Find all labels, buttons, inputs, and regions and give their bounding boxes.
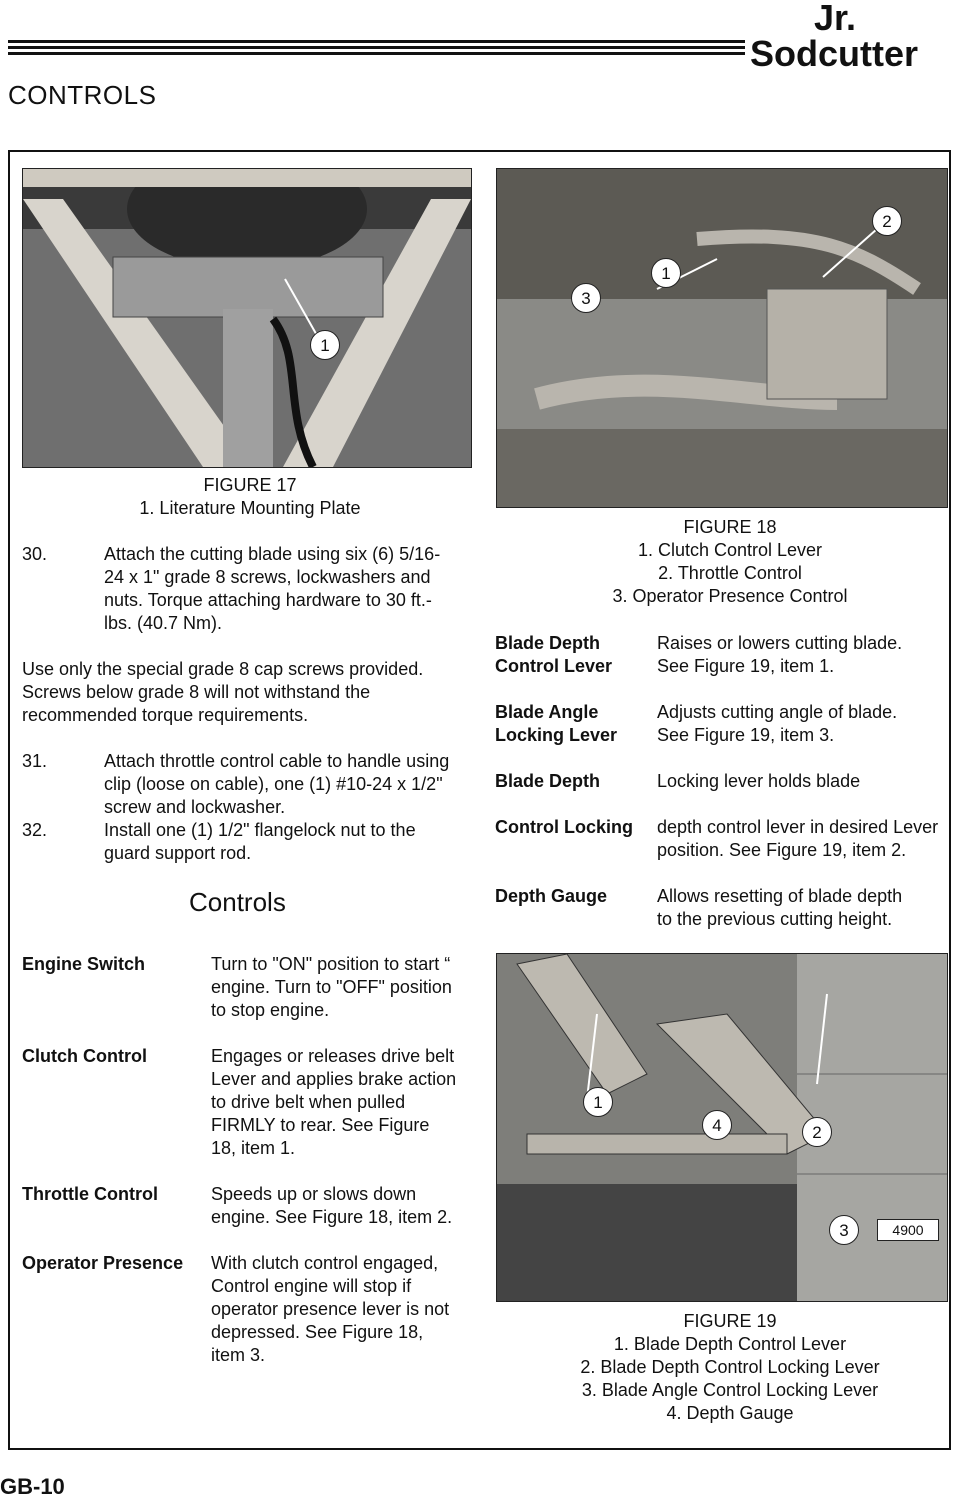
desc-line: engine. Turn to "OFF" position <box>211 977 452 997</box>
desc-line: Speeds up or slows down <box>211 1184 417 1204</box>
step-30-number: 30. <box>22 544 48 564</box>
figure-19-item-3: 3. Blade Angle Control Locking Lever <box>581 1380 879 1400</box>
fig18-callout-1: 1 <box>651 258 681 288</box>
label-line: Control Lever <box>495 656 613 676</box>
label-line: Locking Lever <box>495 725 618 745</box>
fig19-callout-1: 1 <box>583 1087 613 1117</box>
desc-line: to stop engine. <box>211 1000 330 1020</box>
fig17-callout-1: 1 <box>310 330 340 360</box>
step-31 <box>22 750 472 819</box>
figure-19-item-4: 4. Depth Gauge <box>666 1403 794 1423</box>
fig19-reference-tag: 4900 <box>877 1219 939 1241</box>
control-label-throttle-control: Throttle Control <box>22 1184 158 1204</box>
control-desc-clutch-control <box>211 1045 476 1160</box>
desc-line: to drive belt when pulled <box>211 1092 406 1112</box>
control-label-blade-depth-lever <box>495 632 612 678</box>
control-desc-operator-presence <box>211 1252 481 1367</box>
figure-18-item-3: 3. Operator Presence Control <box>612 586 848 606</box>
desc-line: depressed. See Figure 18, <box>211 1322 424 1342</box>
label-line: Blade Angle <box>495 702 599 722</box>
step-32-number: 32. <box>22 820 48 840</box>
header-rules <box>8 40 745 58</box>
desc-line: See Figure 19, item 3. <box>657 725 835 745</box>
figure-18-caption <box>560 516 900 608</box>
desc-line: Turn to "ON" position to start “ <box>211 954 451 974</box>
desc-line: depth control lever in desired Lever <box>657 817 939 837</box>
desc-line: Engages or releases drive belt <box>211 1046 455 1066</box>
desc-line: Control engine will stop if <box>211 1276 412 1296</box>
desc-line: position. See Figure 19, item 2. <box>657 840 907 860</box>
step-30-line-1: Attach the cutting blade using six (6) 5/16- <box>104 544 441 564</box>
figure-17-photo <box>22 168 472 468</box>
control-desc-engine-switch <box>211 953 476 1022</box>
desc-line: Lever and applies brake action <box>211 1069 457 1089</box>
title-line-2: Sodcutter <box>750 33 919 74</box>
desc-line: Raises or lowers cutting blade. <box>657 633 903 653</box>
note-line-1: Use only the special grade 8 cap screws provided. <box>22 659 424 679</box>
fig19-callout-3: 3 <box>829 1215 859 1245</box>
control-desc-throttle-control <box>211 1183 476 1229</box>
note-line-3: recommended torque requirements. <box>22 705 309 725</box>
fig19-callout-2: 2 <box>802 1117 832 1147</box>
figure-18-title: FIGURE 18 <box>683 517 777 537</box>
figure-19-item-2: 2. Blade Depth Control Locking Lever <box>580 1357 880 1377</box>
control-label-blade-depth: Blade Depth <box>495 771 601 791</box>
control-label-control-locking: Control Locking <box>495 817 633 837</box>
control-desc-depth-gauge <box>657 885 947 931</box>
desc-line: See Figure 19, item 1. <box>657 656 835 676</box>
figure-19-caption <box>540 1310 920 1425</box>
desc-line: engine. See Figure 18, item 2. <box>211 1207 453 1227</box>
step-31-line-2: clip (loose on cable), one (1) #10-24 x 1/2" <box>104 774 443 794</box>
desc-line: Allows resetting of blade depth <box>657 886 903 906</box>
step-32-line-2: guard support rod. <box>104 843 252 863</box>
control-desc-blade-depth-lever <box>657 632 947 678</box>
figure-17-title: FIGURE 17 <box>203 475 297 495</box>
desc-line: item 3. <box>211 1345 266 1365</box>
page-number: GB-10 <box>0 1474 65 1499</box>
step-30-line-3: nuts. Torque attaching hardware to 30 ft.- <box>104 590 432 610</box>
step-30-line-2: 24 x 1" grade 8 screws, lockwashers and <box>104 567 431 587</box>
header-title <box>750 0 950 72</box>
figure-18-item-2: 2. Throttle Control <box>658 563 802 583</box>
control-label-depth-gauge: Depth Gauge <box>495 886 608 906</box>
control-desc-control-locking <box>657 816 952 862</box>
label-line: Blade Depth <box>495 633 601 653</box>
desc-line: 18, item 1. <box>211 1138 296 1158</box>
control-label-clutch-control: Clutch Control <box>22 1046 147 1066</box>
step-30-line-4: lbs. (40.7 Nm). <box>104 613 223 633</box>
step-30 <box>22 543 472 635</box>
title-line-1: Jr. <box>814 0 857 38</box>
figure-18-item-1: 1. Clutch Control Lever <box>637 540 823 560</box>
step-31-number: 31. <box>22 751 48 771</box>
step-32 <box>22 819 472 865</box>
control-label-operator-presence: Operator Presence <box>22 1253 184 1273</box>
control-label-engine-switch: Engine Switch <box>22 954 146 974</box>
step-32-line-1: Install one (1) 1/2" flangelock nut to the <box>104 820 416 840</box>
control-label-blade-angle <box>495 701 617 747</box>
fig19-callout-4: 4 <box>702 1110 732 1140</box>
control-desc-blade-depth: Locking lever holds blade <box>657 771 861 791</box>
figure-19-item-1: 1. Blade Depth Control Lever <box>613 1334 847 1354</box>
desc-line: operator presence lever is not <box>211 1299 450 1319</box>
step-31-line-1: Attach throttle control cable to handle using <box>104 751 450 771</box>
figure-17-caption <box>130 474 370 520</box>
fig18-callout-2: 2 <box>872 206 902 236</box>
figure-19-title: FIGURE 19 <box>683 1311 777 1331</box>
desc-line: FIRMLY to rear. See Figure <box>211 1115 430 1135</box>
screw-note <box>22 658 472 727</box>
fig18-callout-3: 3 <box>571 283 601 313</box>
desc-line: Adjusts cutting angle of blade. <box>657 702 898 722</box>
controls-heading: Controls <box>189 887 286 917</box>
figure-17-item-1: 1. Literature Mounting Plate <box>139 498 361 518</box>
control-desc-blade-angle <box>657 701 947 747</box>
note-line-2: Screws below grade 8 will not withstand the <box>22 682 371 702</box>
section-title: CONTROLS <box>8 80 157 110</box>
desc-line: With clutch control engaged, <box>211 1253 439 1273</box>
step-31-line-3: screw and lockwasher. <box>104 797 286 817</box>
desc-line: to the previous cutting height. <box>657 909 893 929</box>
